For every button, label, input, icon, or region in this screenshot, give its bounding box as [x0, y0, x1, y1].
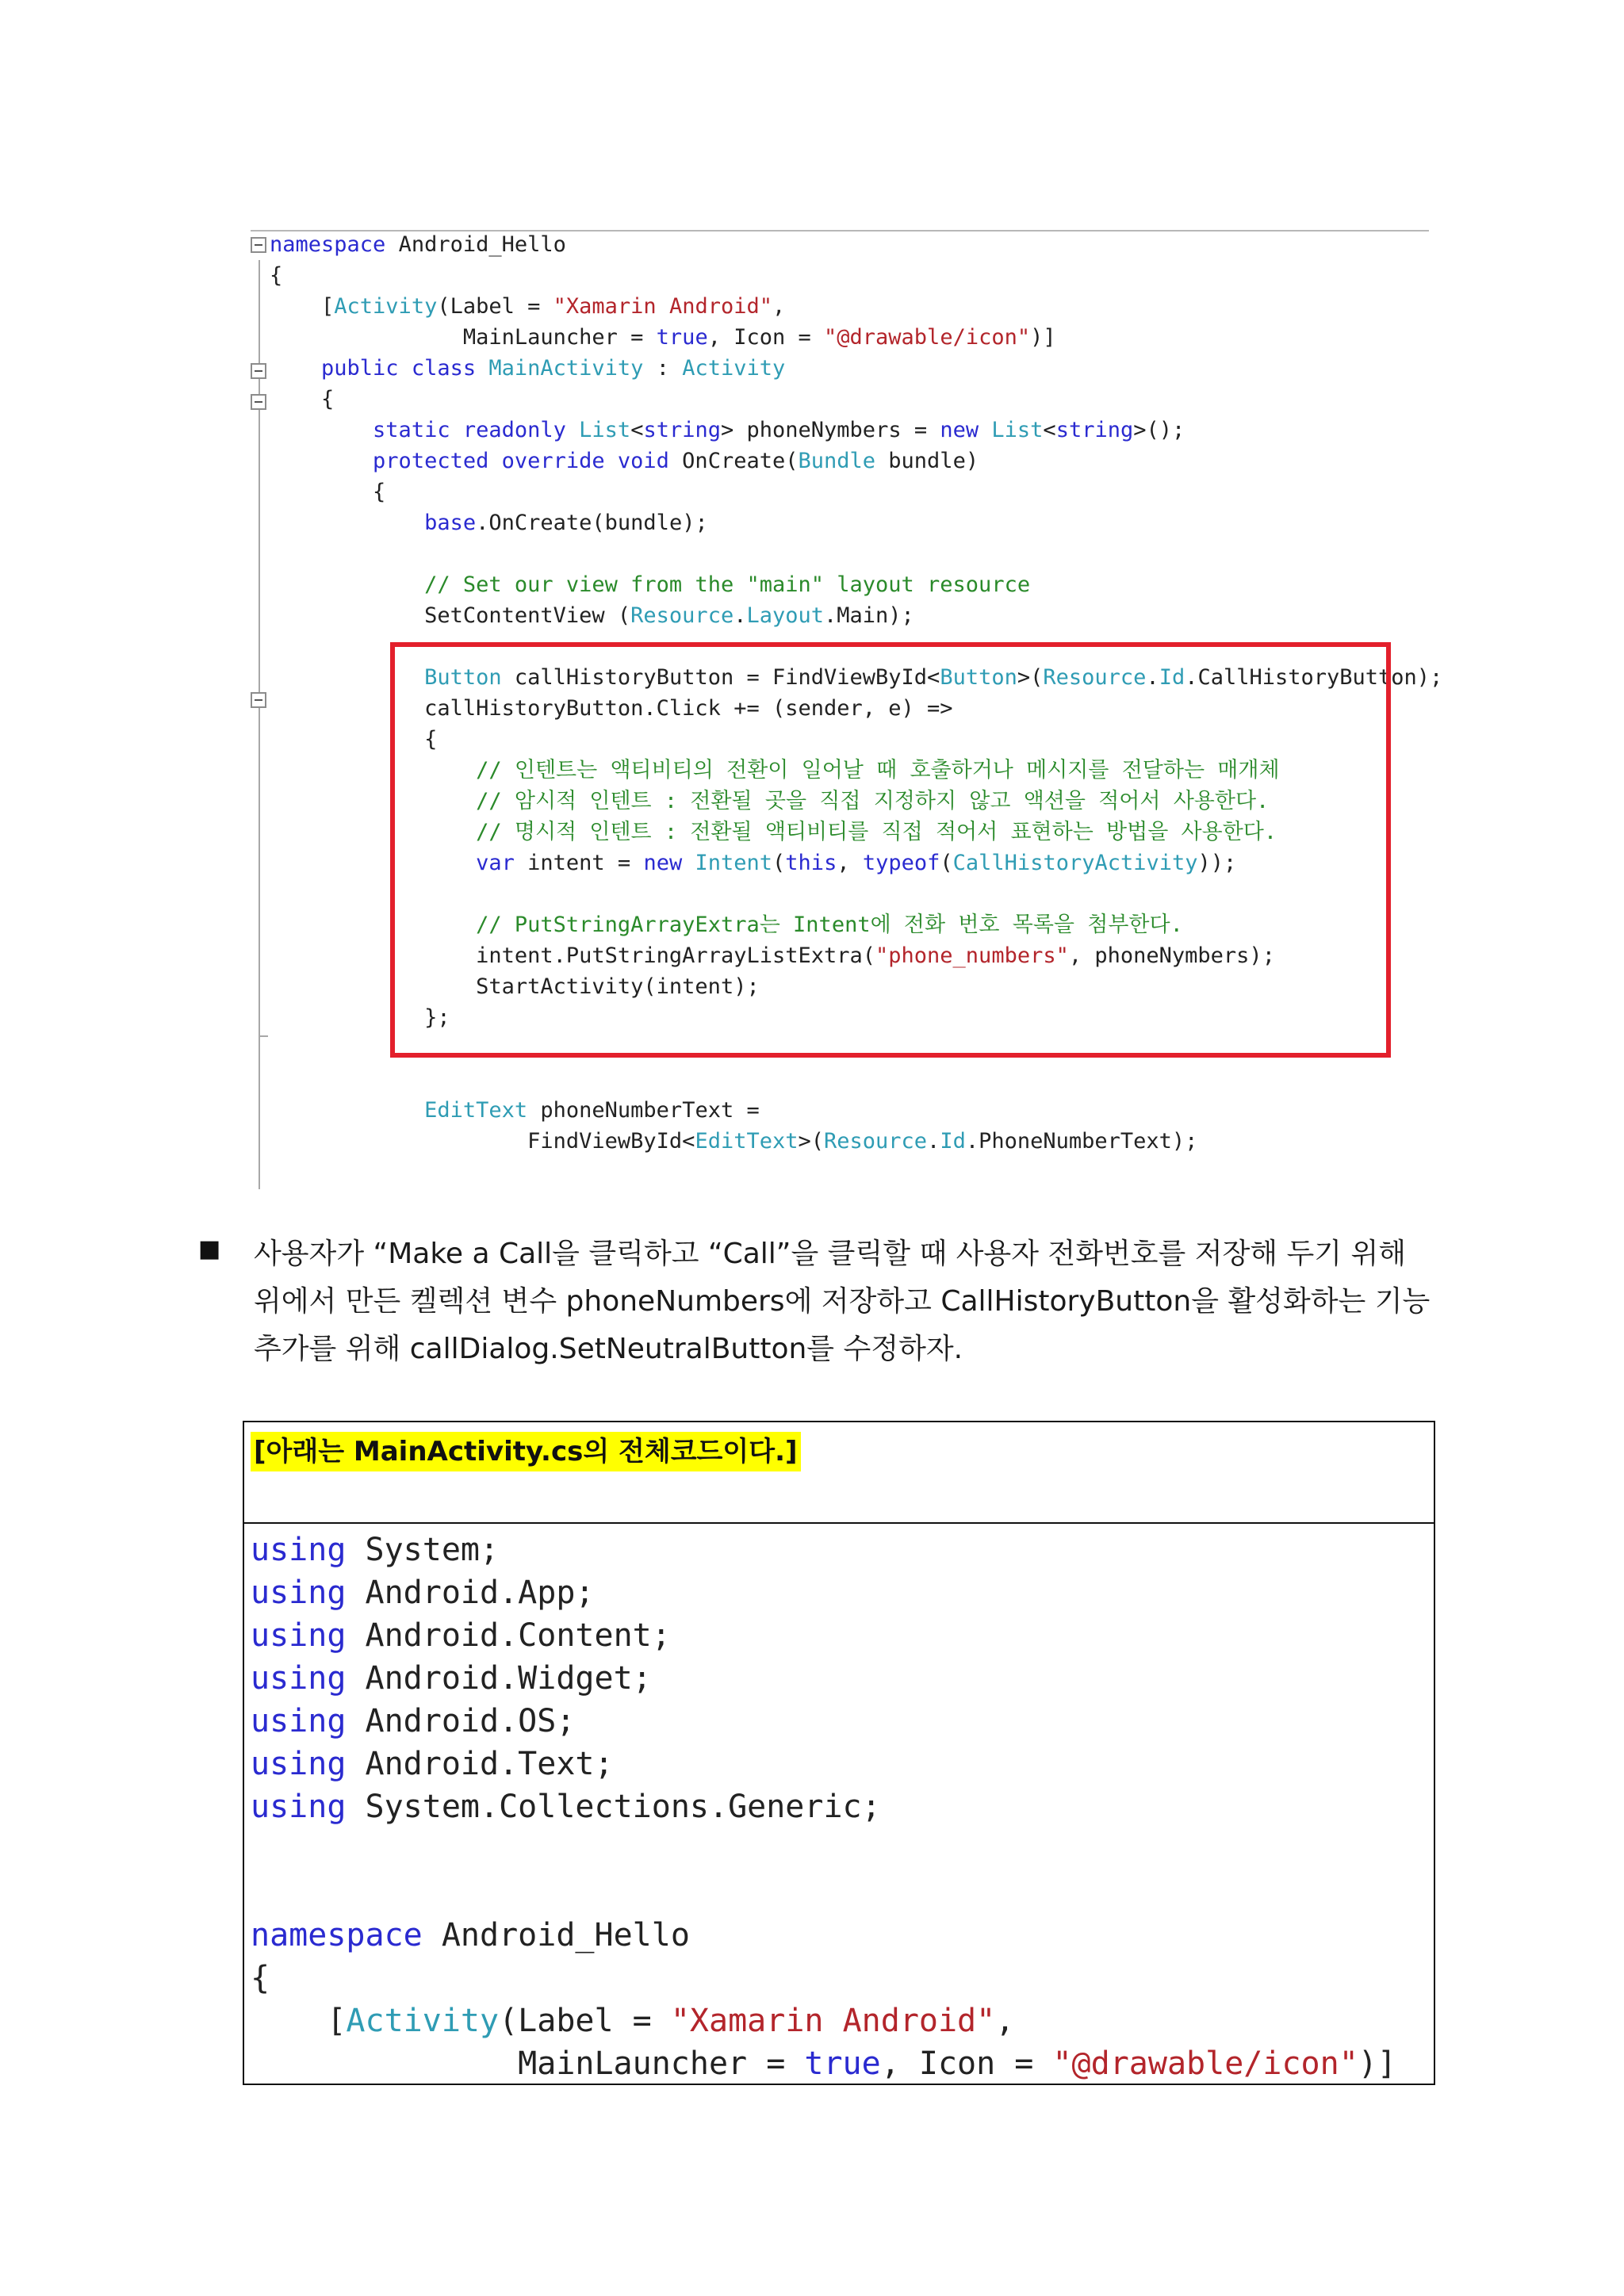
- code-token: CallHistoryActivity: [952, 851, 1198, 875]
- code-token: <: [630, 418, 644, 442]
- code-token: FindViewById<: [270, 1129, 695, 1154]
- code-token: Activity: [334, 294, 438, 319]
- code-token: .Main);: [824, 603, 914, 628]
- code-token: List: [579, 418, 631, 442]
- collapse-icon[interactable]: [251, 394, 266, 410]
- code-token: Layout: [746, 603, 825, 628]
- code-token: > phoneNymbers =: [721, 418, 940, 442]
- code-line: [270, 323, 1056, 353]
- code-token: callHistoryButton.Click += (sender, e) =>: [270, 696, 953, 721]
- code-token: ,: [837, 851, 863, 875]
- code-token: // 명시적 인텐트 : 전환될 액티비티를 직접 적어서 표현하는 방법을 사용한다.: [476, 820, 1277, 844]
- code-token: protected override void: [373, 449, 669, 473]
- code-line: [270, 601, 914, 631]
- code-token: System.Collections.Generic;: [346, 1789, 881, 1825]
- code-token: <: [1043, 418, 1056, 442]
- code-token: [979, 418, 991, 442]
- code-token: [270, 1098, 424, 1123]
- code-token: "@drawable/icon": [1052, 2045, 1358, 2082]
- code-token: .CallHistoryButton);: [1185, 665, 1443, 690]
- code-token: .OnCreate(bundle);: [476, 511, 708, 535]
- code-token: (Label =: [499, 2003, 671, 2039]
- code-token: base: [424, 511, 477, 535]
- code-token: MainActivity: [488, 356, 644, 381]
- code-line: [251, 1657, 652, 1700]
- code-line: [270, 354, 785, 384]
- code-token: , Icon =: [707, 325, 825, 350]
- code-token: typeof: [862, 851, 940, 875]
- code-line: [270, 477, 385, 507]
- panel-code-body: [243, 1522, 1435, 2085]
- code-token: Android.Widget;: [346, 1660, 652, 1697]
- code-token: using: [251, 1703, 347, 1739]
- code-token: >(: [798, 1129, 824, 1154]
- code-token: Android.Text;: [346, 1746, 614, 1782]
- outline-end-tick: [259, 1035, 268, 1037]
- code-line: [270, 385, 334, 415]
- code-token: , phoneNymbers);: [1068, 943, 1275, 968]
- code-line: [251, 1999, 1014, 2042]
- code-token: {: [270, 263, 283, 288]
- bullet-icon: ■: [198, 1235, 221, 1263]
- code-token: Activity: [346, 2003, 500, 2039]
- code-token: [566, 418, 579, 442]
- code-line: [270, 1127, 1197, 1157]
- code-line: [270, 415, 1185, 446]
- code-token: Button: [424, 665, 502, 690]
- code-token: (: [940, 851, 953, 875]
- code-line: [270, 570, 1030, 600]
- code-token: >(: [1017, 665, 1044, 690]
- code-token: )]: [1358, 2045, 1396, 2082]
- collapse-icon[interactable]: [251, 237, 266, 253]
- code-token: MainLauncher =: [251, 2045, 805, 2082]
- paragraph-line: 위에서 만든 켈렉션 변수 phoneNumbers에 저장하고 CallHistoryButton을 활성화하는 기능: [254, 1285, 1431, 1318]
- highlight-box: [390, 642, 1391, 1058]
- code-token: Android.App;: [346, 1575, 595, 1611]
- code-token: true: [656, 325, 708, 350]
- code-token: true: [804, 2045, 881, 2082]
- code-token: // 암시적 인텐트 : 전환될 곳을 직접 지정하지 않고 액션을 적어서 사용한다.: [476, 789, 1270, 813]
- code-token: )]: [1030, 325, 1056, 350]
- code-token: {: [270, 727, 438, 752]
- code-token: List: [991, 418, 1044, 442]
- code-token: intent =: [514, 851, 644, 875]
- code-token: StartActivity(intent);: [270, 974, 760, 999]
- code-token: Resource: [630, 603, 734, 628]
- code-token: namespace: [270, 232, 386, 257]
- code-token: ));: [1197, 851, 1237, 875]
- code-token: Android.OS;: [346, 1703, 576, 1739]
- code-token: Id: [940, 1129, 966, 1154]
- code-token: public class: [321, 356, 477, 381]
- code-token: // PutStringArrayExtra는 Intent에 전화 번호 목록을 첨부한다.: [476, 913, 1183, 937]
- paragraph-line: 추가를 위해 callDialog.SetNeutralButton를 수정하자.: [254, 1333, 963, 1365]
- code-token: string: [1055, 418, 1134, 442]
- code-line: [251, 1529, 499, 1571]
- code-line: [251, 2042, 1396, 2085]
- code-token: [: [270, 294, 335, 319]
- code-token: Intent: [695, 851, 773, 875]
- code-token: .PhoneNumberText);: [965, 1129, 1198, 1154]
- code-token: ,: [772, 294, 786, 319]
- code-line: [251, 1914, 690, 1957]
- code-line: [270, 292, 785, 322]
- code-token: [: [251, 2003, 347, 2039]
- code-line: [270, 446, 979, 476]
- code-token: [270, 356, 321, 381]
- code-token: new: [940, 418, 979, 442]
- code-token: using: [251, 1532, 347, 1568]
- code-token: Android_Hello: [385, 232, 566, 257]
- code-line: [270, 230, 566, 260]
- code-token: this: [785, 851, 837, 875]
- code-token: , Icon =: [880, 2045, 1053, 2082]
- code-token: Id: [1159, 665, 1185, 690]
- code-token: string: [643, 418, 721, 442]
- code-token: MainLauncher =: [270, 325, 657, 350]
- code-token: };: [270, 1005, 450, 1030]
- code-token: {: [270, 480, 386, 504]
- code-token: // Set our view from the "main" layout resource: [424, 572, 1031, 597]
- code-token: SetContentView (: [270, 603, 631, 628]
- paragraph-line: 사용자가 “Make a Call을 클릭하고 “Call”을 클릭할 때 사용자 전화번호를 저장해 두기 위해: [254, 1238, 1407, 1270]
- code-token: >();: [1133, 418, 1185, 442]
- code-token: :: [643, 356, 683, 381]
- code-token: System;: [346, 1532, 500, 1568]
- code-token: bundle): [875, 449, 979, 473]
- full-code-panel: [243, 1421, 1435, 2085]
- code-line: [251, 1743, 614, 1785]
- ide-code-screenshot: [251, 230, 1443, 1189]
- code-token: .: [1146, 665, 1159, 690]
- code-token: (: [772, 851, 786, 875]
- code-token: using: [251, 1617, 347, 1654]
- code-token: Resource: [1043, 665, 1147, 690]
- code-token: callHistoryButton = FindViewById<: [501, 665, 940, 690]
- code-token: [270, 511, 424, 535]
- code-token: namespace: [251, 1917, 423, 1954]
- code-token: using: [251, 1575, 347, 1611]
- code-token: Button: [940, 665, 1017, 690]
- code-line: [251, 1785, 881, 1828]
- code-token: [270, 449, 373, 473]
- code-token: Resource: [824, 1129, 928, 1154]
- code-line: [251, 1700, 575, 1743]
- code-token: "@drawable/icon": [824, 325, 1031, 350]
- code-token: Android_Hello: [422, 1917, 690, 1954]
- code-line: [251, 1571, 595, 1614]
- code-token: using: [251, 1789, 347, 1825]
- code-token: Android.Content;: [346, 1617, 671, 1654]
- code-token: new: [643, 851, 683, 875]
- code-token: using: [251, 1746, 347, 1782]
- code-line: [270, 261, 282, 291]
- panel-header: [243, 1421, 1435, 1524]
- code-token: // 인텐트는 액티비티의 전환이 일어날 때 호출하거나 메시지를 전달하는 매개체: [476, 758, 1280, 783]
- code-token: intent.PutStringArrayListExtra(: [270, 943, 876, 968]
- code-token: using: [251, 1660, 347, 1697]
- code-token: phoneNumberText =: [527, 1098, 760, 1123]
- collapse-icon[interactable]: [251, 363, 266, 379]
- code-line: [251, 1957, 270, 1999]
- code-token: "phone_numbers": [875, 943, 1069, 968]
- code-line: [251, 1614, 671, 1657]
- code-token: Bundle: [798, 449, 876, 473]
- code-token: [476, 356, 488, 381]
- code-token: [270, 418, 373, 442]
- code-token: "Xamarin Android": [553, 294, 772, 319]
- code-token: static readonly: [373, 418, 566, 442]
- code-token: var: [476, 851, 515, 875]
- code-token: .: [927, 1129, 940, 1154]
- code-line: [270, 508, 708, 538]
- code-token: ,: [995, 2003, 1015, 2039]
- code-token: "Xamarin Android": [670, 2003, 996, 2039]
- code-token: EditText: [424, 1098, 528, 1123]
- code-token: EditText: [695, 1129, 799, 1154]
- code-token: [270, 572, 424, 597]
- collapse-icon[interactable]: [251, 692, 266, 708]
- code-token: (Label =: [437, 294, 553, 319]
- code-token: Activity: [682, 356, 786, 381]
- code-token: .: [733, 603, 747, 628]
- panel-title: [아래는 MainActivity.cs의 전체코드이다.]: [251, 1432, 801, 1471]
- code-token: {: [251, 1960, 270, 1996]
- code-line: [270, 1096, 760, 1126]
- code-token: OnCreate(: [668, 449, 799, 473]
- code-token: {: [270, 387, 335, 411]
